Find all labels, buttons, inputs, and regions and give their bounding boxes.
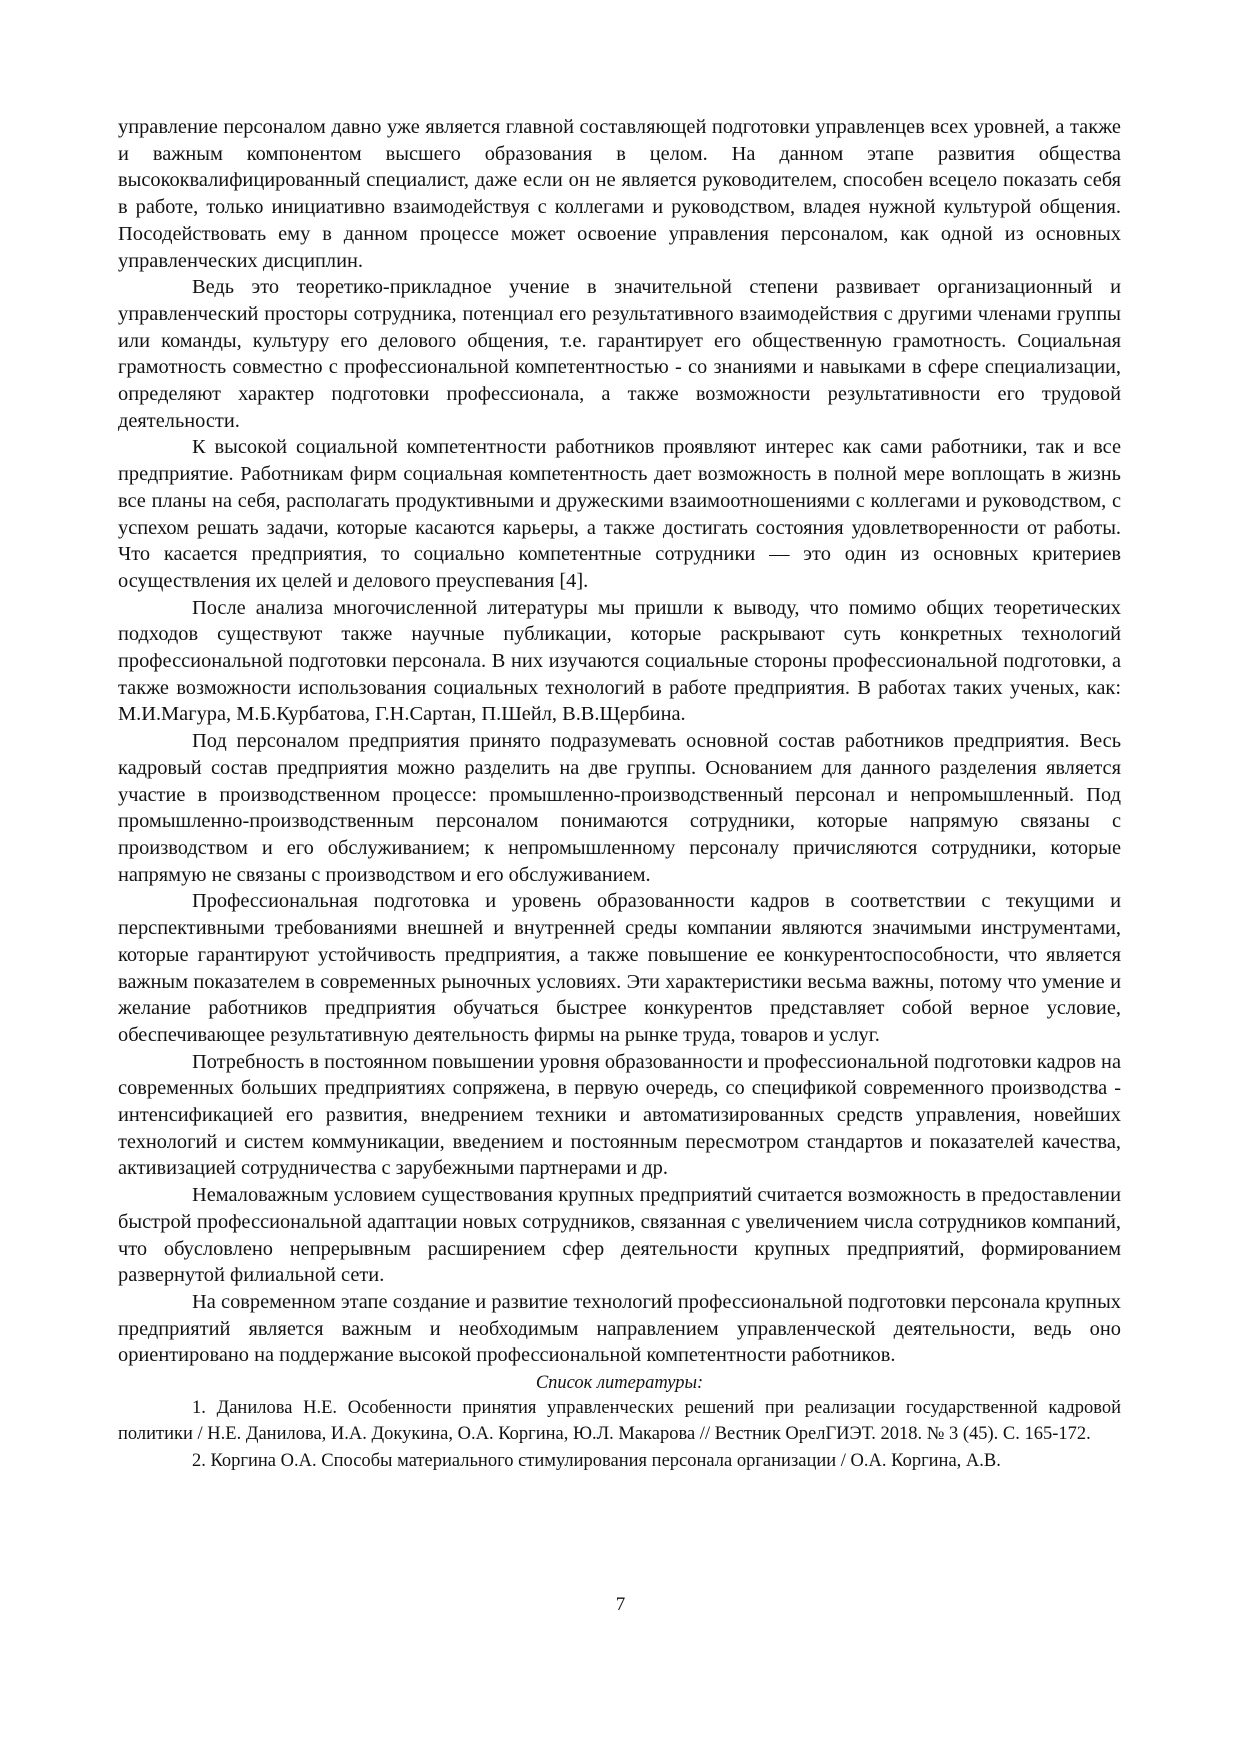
- paragraph-5: Под персоналом предприятия принято подразумевать основной состав работников предприятия. Весь кадровый состав предприятия можно разделить на две группы. Основанием для данного разделения является участие в производственном процессе: промышленно-производственный персонал и непромышленный. Под промышленно-производственным персоналом понимаются сотрудники, которые напрямую связаны с производством и его обслуживанием; к непромышленному персоналу причисляются сотрудники, которые напрямую не связаны с производством и его обслуживанием.: [118, 730, 1121, 886]
- references-title: Список литературы:: [535, 1373, 704, 1394]
- paragraph-7: Потребность в постоянном повышении уровня образованности и профессиональной подготовки кадров на современных больших предприятиях сопряжена, в первую очередь, со спецификой современного производства - интенсификацией его развития, внедрением техники и автоматизированных средств управления, новейших технологий и систем коммуникации, введением и постоянным пересмотром стандартов и показателей качества, активизацией сотрудничества с зарубежными партнерами и др.: [118, 1050, 1121, 1180]
- paragraph-3: К высокой социальной компетентности работников проявляют интерес как сами работники, так и все предприятие. Работникам фирм социальная компетентность дает возможность в полной мере воплощать в жизнь все планы на себя, располагать продуктивными и дружескими взаимоотношениями с коллегами и руководством, с успехом решать задачи, которые касаются карьеры, а также достигать состояния удовлетворенности от работы. Что касается предприятия, то социально компетентные сотрудники — это один из основных критериев осуществления их целей и делового преуспевания [4].: [118, 436, 1121, 592]
- paragraph-1: управление персоналом давно уже является главной составляющей подготовки управленцев всех уровней, а также и важным компонентом высшего образования в целом. На данном этапе развития общества высококвалифицированный специалист, даже если он не является руководителем, способен всецело показать себя в работе, только инициативно взаимодействуя с коллегами и руководством, владея нужной культурой общения. Посодействовать ему в данном процессе может освоение управления персоналом, как одной из основных управленческих дисциплин.: [118, 116, 1121, 272]
- page-number: 7: [615, 1594, 626, 1615]
- reference-item-2: 2. Коргина О.А. Способы материального стимулирования персонала организации / О.А. Коргина, А.В.: [192, 1451, 1001, 1472]
- paragraph-6: Профессиональная подготовка и уровень образованности кадров в соответствии с текущими и перспективными требованиями внешней и внутренней среды компании являются значимыми инструментами, которые гарантируют устойчивость предприятия, а также повышение ее конкурентоспособности, что является важным показателем в современных рыночных условиях. Эти характеристики весьма важны, потому что умение и желание работников предприятия обучаться быстрее конкурентов представляет собой верное условие, обеспечивающее результативную деятельность фирмы на рынке труда, товаров и услуг.: [118, 890, 1121, 1046]
- paragraph-8: Немаловажным условием существования крупных предприятий считается возможность в предоставлении быстрой профессиональной адаптации новых сотрудников, связанная с увеличением числа сотрудников компаний, что обусловлено непрерывным расширением сфер деятельности крупных предприятий, формированием развернутой филиальной сети.: [118, 1184, 1121, 1287]
- page-content: [118, 114, 1121, 1477]
- paragraph-9: На современном этапе создание и развитие технологий профессиональной подготовки персонала крупных предприятий является важным и необходимым направлением управленческой деятельности, ведь оно ориентировано на поддержание высокой профессиональной компетентности работников.: [118, 1290, 1121, 1367]
- references-list: [118, 1396, 1121, 1475]
- paragraph-2: Ведь это теоретико-прикладное учение в значительной степени развивает организационный и управленческий просторы сотрудника, потенциал его результативного взаимодействия с другими членами группы или команды, культуру его делового общения, т.е. гарантирует его общественную грамотность. Социальная грамотность совместно с профессиональной компетентностью - со знаниями и навыками в сфере специализации, определяют характер подготовки профессионала, а также возможности результативности его трудовой деятельности.: [118, 276, 1121, 432]
- reference-item-1: 1. Данилова Н.Е. Особенности принятия управленческих решений при реализации государственной кадровой политики / Н.Е. Данилова, И.А. Докукина, О.А. Коргина, Ю.Л. Макарова // Вестник ОрелГИЭТ. 2018. № 3 (45). С. 165-172.: [118, 1398, 1121, 1444]
- body-text: [118, 114, 1121, 1369]
- paragraph-4: После анализа многочисленной литературы мы пришли к выводу, что помимо общих теоретических подходов существуют также научные публикации, которые раскрывают суть конкретных технологий профессиональной подготовки персонала. В них изучаются социальные стороны профессиональной подготовки, а также возможности использования социальных технологий в работе предприятия. В работах таких ученых, как: М.И.Магура, М.Б.Курбатова, Г.Н.Сартан, П.Шейл, В.В.Щербина.: [118, 596, 1121, 726]
